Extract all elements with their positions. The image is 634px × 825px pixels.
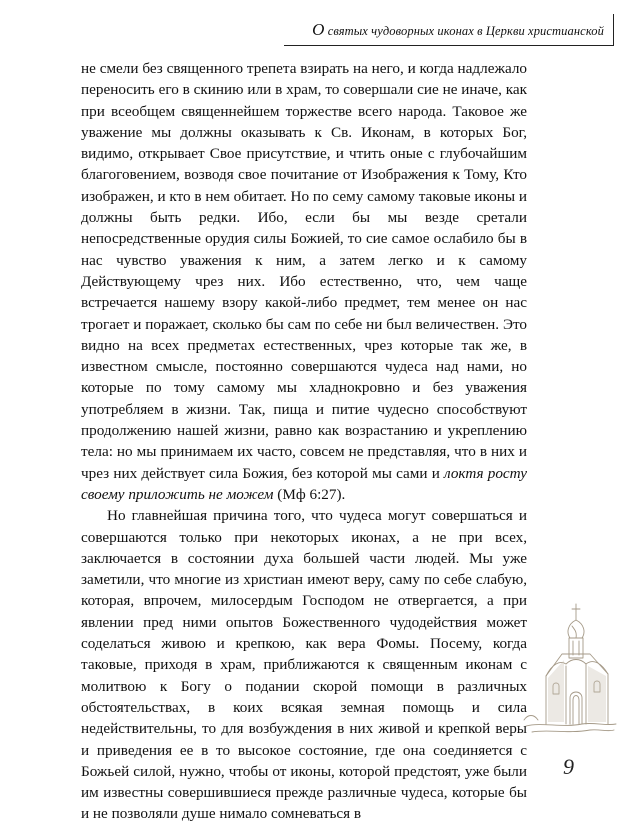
main-text [81, 58, 527, 825]
page-number: 9 [563, 754, 574, 779]
running-head-initial: О [312, 20, 325, 39]
running-head [312, 14, 614, 46]
running-head-rule [284, 45, 614, 46]
scripture-quote: локтя росту своему приложить не можем [81, 464, 527, 503]
church-illustration [522, 602, 618, 742]
running-head-rest: святых чудоворных иконах в Церкви христианской [324, 24, 604, 38]
paragraph-2: Но главнейшая причина того, что чудеса могут совершаться и совершаются только при некоторых иконах, а не при всех, заключается в состоянии духа большей части людей. Мы уже заметили, что многие из христиан имеют веру, саму по себе слабую, которая, впрочем, милосердым Господом не отвергается, а при явлении пред ними опытов Божественного чудодействия может соделаться живою и крепкою, как вера Фомы. Посему, когда таковые, приходя в храм, приближаются к священным иконам с молитвою к Богу о подании скорой помощи в различных обстоятельствах, в коих всякая земная помощь и сила недействительны, то для возбуждения в них живой и крепкой веры и приведения ее в то высокое состояние, где она соединяется с Божьей силой, нужно, чтобы от иконы, которой предстоят, уже были им известны совершившиеся прежде различные чудеса, которые бы и не позволяли душе нимало сомневаться в [81, 507, 527, 823]
paragraph-1 [81, 58, 527, 505]
running-head-bracket [613, 14, 614, 46]
paragraph-1-text: не смели без священного трепета взирать на него, и когда надлежало переносить его в скинию или в храм, то совершали сие не иначе, как при всеобщем священнейшем торжестве всего народа. Таковое же уважение мы должны оказывать к Св. Иконам, в которых Бог, видимо, открывает Свое присутствие, и чтить оные с глубочайшим благоговением, возводя свое почитание от Изображения к Тому, Кто изображен, и кто в нем обитает. Но по сему самому таковые иконы и должны быть редки. Ибо, если бы мы везде сретали непосредственные орудия силы Божией, то сие самое ослабило бы в нас чувство уважения к ним, а затем легко и к самому Действующему чрез них. Ибо естественно, что, чем чаще встречается нашему взору какой-либо предмет, тем менее он нас трогает и поражает, сколько бы сам по себе ни был величествен. Это видно на всех предметах естественных, чрез которые так же, в известном смысле, постоянно совершаются чудеса над нами, но которые по тому самому мы хладнокровно и без уважения употребляем в жизни. Так, пища и питие чудесно способствуют продолжению нашей жизни, равно как возрастанию и укреплению тела: но мы принимаем их часто, совсем не представляя, что в них и чрез них действует сила Божия, без которой мы сами и [81, 60, 527, 482]
scripture-reference: (Мф 6:27). [273, 485, 346, 503]
running-head-title [312, 20, 614, 40]
